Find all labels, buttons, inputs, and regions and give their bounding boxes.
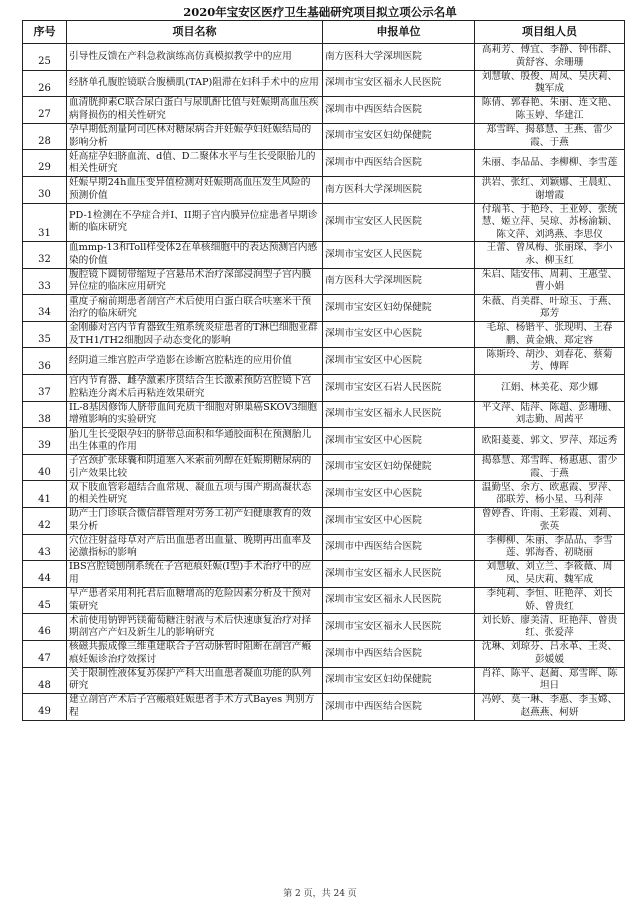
cell-name: 子宫颈扩张球囊和阴道塞入米索前列醇在妊娠期糖尿病的引产效果比较 [67,454,323,481]
cell-unit: 深圳市宝安区中心医院 [323,428,475,455]
cell-name: 建立剖宫产术后子宫瘢痕妊娠患者手术方式Bayes 判别方程 [67,694,323,721]
cell-members: 朱丽、李品品、李柳柳、李雪莲 [475,150,625,177]
cell-members: 曾婷香、许雨、王彩霞、刘莉、张英 [475,508,625,535]
cell-unit: 深圳市中西医结合医院 [323,694,475,721]
cell-no: 33 [23,268,67,295]
cell-name: 血mmp-13和Toll样受体2在单核细胞中的表达预测宫内感染的价值 [67,242,323,269]
cell-members: 揭慕慧、郑雪晖、杨惠惠、雷少霞、于燕 [475,454,625,481]
cell-members: 沈琳、刘琼芬、吕永革、王炎、彭媛媛 [475,640,625,667]
cell-name: 关于限制性液体复苏保护产科大出血患者凝血功能的队列研究 [67,667,323,694]
table-row [23,150,625,177]
table-row [23,321,625,348]
table-row [23,401,625,428]
table-row [23,614,625,641]
cell-unit: 深圳市宝安区妇幼保健院 [323,454,475,481]
cell-no: 45 [23,587,67,614]
cell-name: 血清胱抑素C联合尿白蛋白与尿肌酐比值与妊娠期高血压疾病肾损伤的相关性研究 [67,97,323,124]
cell-members: 付瑞苇、于艳玲、王亚婷、张统慧、姬立萍、吴琼、苏杨渝颖、陈文萍、刘鸿燕、李思仪 [475,203,625,242]
cell-no: 46 [23,614,67,641]
table-row [23,428,625,455]
cell-members: 温勤坚、余方、欧惠霞、罗萍、邵联芳、杨小星、马利萍 [475,481,625,508]
cell-no: 49 [23,694,67,721]
cell-members: 刘慧敏、殷俊、周凤、吴庆莉、魏军成 [475,70,625,97]
cell-unit: 深圳市宝安区妇幼保健院 [323,123,475,150]
cell-name: 双下肢血管彩超结合血常规、凝血五项与围产期高凝状态的相关性研究 [67,481,323,508]
cell-name: IL-8基因修饰人脐带血间充质干细胞对卵巢癌SKOV3细胞增殖影响的实验研究 [67,401,323,428]
cell-name: 妊高症孕妇脐血流、d值、D二聚体水平与生长受限胎儿的相关性研究 [67,150,323,177]
cell-name: 重度子痫前期患者剖宫产术后使用白蛋白联合呋塞米干预治疗的临床研究 [67,295,323,322]
cell-unit: 南方医科大学深圳医院 [323,268,475,295]
cell-no: 36 [23,348,67,375]
cell-name: 引导性反馈在产科急救演练高仿真模拟教学中的应用 [67,44,323,71]
cell-no: 42 [23,508,67,535]
cell-members: 冯婷、莫一琳、李惠、李玉嫦、赵燕燕、柯妍 [475,694,625,721]
table-row [23,176,625,203]
page-footer: 第 2 页，共 24 页 [283,889,357,899]
table-row [23,123,625,150]
cell-no: 43 [23,534,67,561]
cell-unit: 深圳市宝安区福永人民医院 [323,614,475,641]
table-row [23,534,625,561]
cell-unit: 深圳市中西医结合医院 [323,640,475,667]
cell-members: 平文萍、陆萍、陈超、彭珊珊、刘志勤、周茜平 [475,401,625,428]
cell-name: PD-1检测在不孕症合并I、II期子宫内膜异位症患者早期诊断的临床研究 [67,203,323,242]
header-row [23,21,625,44]
cell-no: 28 [23,123,67,150]
table-row [23,667,625,694]
cell-no: 44 [23,561,67,588]
cell-members: 毛琼、杨锴平、张现明、王春鹏、黄金娥、郑定容 [475,321,625,348]
cell-members: 刘慧敏、刘立兰、李筱薇、周凤、吴庆莉、魏军成 [475,561,625,588]
column-header-members: 项目组人员 [475,21,625,44]
table-row [23,203,625,242]
cell-name: 孕早期低剂量阿司匹林对糖尿病合并妊娠孕妇妊娠结局的影响分析 [67,123,323,150]
cell-name: 早产患者采用利托君后血糖增高的危险因素分析及干预对策研究 [67,587,323,614]
table-row [23,242,625,269]
table-row [23,640,625,667]
column-header-no: 序号 [23,21,67,44]
column-header-unit: 申报单位 [323,21,475,44]
cell-no: 41 [23,481,67,508]
cell-no: 27 [23,97,67,124]
table-row [23,97,625,124]
column-header-name: 项目名称 [67,21,323,44]
table-row [23,295,625,322]
cell-name: 妊娠早期24h血压变异值检测对妊娠期高血压发生风险的预测价值 [67,176,323,203]
cell-name: 助产士门诊联合微信群管理对劳务工初产妇健康教育的效果分析 [67,508,323,535]
cell-members: 陈斯玲、胡沙、刘春花、蔡菊芳、傅晖 [475,348,625,375]
table-row [23,508,625,535]
cell-unit: 深圳市宝安区妇幼保健院 [323,667,475,694]
cell-members: 刘长娇、廖美清、旺艳萍、曾贵红、张爱萍 [475,614,625,641]
cell-unit: 深圳市宝安区福永人民医院 [323,561,475,588]
cell-no: 32 [23,242,67,269]
cell-no: 25 [23,44,67,71]
cell-name: IBS宫腔镜刨削系统在子宫疤痕妊娠(I型)手术治疗中的应用 [67,561,323,588]
cell-unit: 深圳市宝安区中心医院 [323,508,475,535]
cell-unit: 深圳市宝安区中心医院 [323,481,475,508]
cell-unit: 深圳市宝安区人民医院 [323,242,475,269]
cell-members: 王蕾、曾凤梅、张丽琛、李小永、柳玉红 [475,242,625,269]
cell-unit: 南方医科大学深圳医院 [323,44,475,71]
cell-unit: 深圳市宝安区福永人民医院 [323,70,475,97]
page-title: 2020年宝安区医疗卫生基础研究项目拟立项公示名单 [183,5,457,19]
cell-members: 高莉芳、傅宜、李静、钟伟群、黄舒容、余珊珊 [475,44,625,71]
cell-no: 48 [23,667,67,694]
cell-name: 金刚藤对宫内节育器致生殖系统炎症患者的T淋巴细胞亚群及TH1/TH2细胞因子动态变化的影响 [67,321,323,348]
cell-members: 欧阳菱菱、郭文、罗萍、郑远秀 [475,428,625,455]
cell-no: 37 [23,375,67,402]
cell-name: 经脐单孔腹腔镜联合腹横肌(TAP)阻滞在妇科手术中的应用 [67,70,323,97]
cell-unit: 深圳市宝安区石岩人民医院 [323,375,475,402]
cell-name: 核磁共振成像三维重建联合子宫动脉暂时阻断在剖宫产瘢痕妊娠诊治疗效探讨 [67,640,323,667]
table-row [23,454,625,481]
cell-members: 李柳柳、朱丽、李品品、李雪莲、郭海香、初晓丽 [475,534,625,561]
cell-no: 40 [23,454,67,481]
cell-name: 穴位注射益母草对产后出血患者出血量、晚期再出血率及泌激指标的影响 [67,534,323,561]
cell-members: 郑雪晖、揭慕慧、王燕、雷少霞、于燕 [475,123,625,150]
table-row [23,375,625,402]
cell-unit: 深圳市宝安区妇幼保健院 [323,295,475,322]
cell-unit: 深圳市宝安区福永人民医院 [323,587,475,614]
cell-name: 经阴道三维宫腔声学造影在诊断宫腔粘连的应用价值 [67,348,323,375]
cell-unit: 深圳市宝安区中心医院 [323,321,475,348]
cell-no: 38 [23,401,67,428]
table-row [23,44,625,71]
cell-unit: 深圳市宝安区人民医院 [323,203,475,242]
cell-unit: 深圳市中西医结合医院 [323,97,475,124]
table-row [23,348,625,375]
cell-no: 31 [23,203,67,242]
cell-unit: 南方医科大学深圳医院 [323,176,475,203]
table-row [23,694,625,721]
cell-name: 术前使用钠钾钙镁葡萄糖注射液与术后快速康复治疗对择期剖宫产产妇及新生儿的影响研究 [67,614,323,641]
cell-unit: 深圳市宝安区中心医院 [323,348,475,375]
cell-no: 30 [23,176,67,203]
table-row [23,561,625,588]
cell-name: 腹腔镜下圆韧带缩短子宫悬吊术治疗深部浸润型子宫内膜异位症的临床应用研究 [67,268,323,295]
table-row [23,70,625,97]
table-row [23,481,625,508]
project-table [22,20,625,721]
cell-unit: 深圳市宝安区福永人民医院 [323,401,475,428]
cell-members: 洪岩、张红、刘颖娜、王晨虹、谢增霞 [475,176,625,203]
table-row [23,268,625,295]
cell-unit: 深圳市中西医结合医院 [323,534,475,561]
cell-members: 朱启、陆安伟、周莉、王惠莹、曹小娟 [475,268,625,295]
cell-members: 陈倩、郭春艳、朱丽、连文艳、陈玉婷、华建江 [475,97,625,124]
cell-unit: 深圳市中西医结合医院 [323,150,475,177]
cell-members: 朱薇、肖美群、叶琼玉、于燕、郑芳 [475,295,625,322]
cell-no: 35 [23,321,67,348]
cell-members: 肖祥、陈平、赵蔺、郑雪晖、陈坦日 [475,667,625,694]
cell-no: 26 [23,70,67,97]
cell-members: 李纯莉、李恒、旺艳萍、刘长娇、曾贵红 [475,587,625,614]
cell-no: 34 [23,295,67,322]
cell-name: 宫内节育器、雌孕激素序贯结合生长激素预防宫腔镜下宫腔粘连分离术后再粘连效果研究 [67,375,323,402]
cell-no: 39 [23,428,67,455]
cell-name: 胎儿生长受限孕妇的脐带总面积和华通胶面积在预测胎儿出生体重的作用 [67,428,323,455]
table-row [23,587,625,614]
cell-no: 47 [23,640,67,667]
cell-members: 江娟、林美花、郑少娜 [475,375,625,402]
cell-no: 29 [23,150,67,177]
